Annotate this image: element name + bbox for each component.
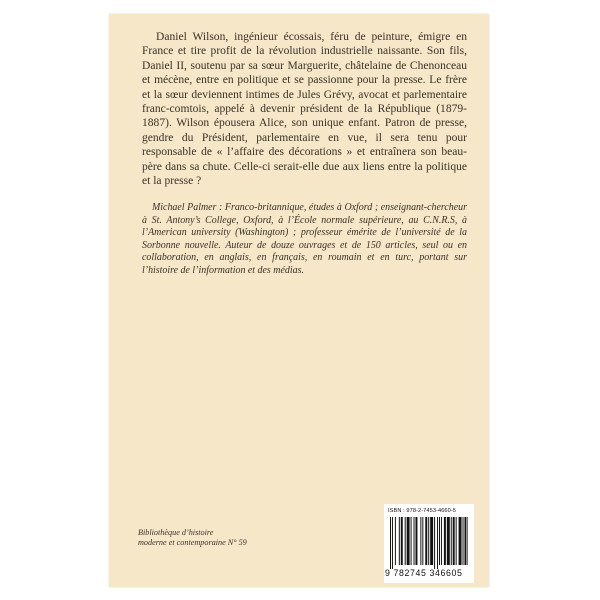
barcode-bar	[459, 517, 462, 565]
barcode-bar	[439, 517, 440, 565]
barcode-bar	[392, 517, 393, 569]
series-info	[138, 528, 247, 548]
barcode-bar	[425, 517, 427, 565]
barcode-bar	[395, 517, 396, 565]
barcode-bar	[415, 517, 417, 565]
barcode-bar	[441, 517, 442, 565]
barcode-bar	[467, 517, 468, 565]
isbn-label: ISBN : 978-2-7453-4660-5	[388, 508, 457, 514]
barcode-bar	[463, 517, 464, 565]
barcode-bar	[414, 517, 415, 565]
barcode-bar	[456, 517, 457, 565]
barcode-bar	[405, 517, 406, 565]
barcode-bar	[444, 517, 446, 565]
barcode-box	[384, 504, 474, 583]
summary-text: Daniel Wilson, ingénieur écossais, féru de peinture, émigre en France et tire profit de la révolution industrielle naissante. Son fils, Daniel II, soutenu par sa sœur Marguerite, châtelaine de Chenonceau et mécène, entre en politique et se passionne pour la presse. Le frère et la sœur deviennent intimes de Jules Grévy, avocat et parlementaire franc-comtois, appelé à devenir président de la République (1879-1887). Wilson épousera Alice, son unique enfant. Patron de presse, gendre du Président, parlementaire en vue, il sera tenu pour responsable de « l’affaire des décorations » et entraînera son beau-père dans sa chute. Celle-ci serait-elle due aux liens entre la politique et la presse ?	[142, 31, 467, 188]
barcode-bar	[420, 517, 421, 565]
series-number: moderne et contemporaine N° 59	[138, 538, 247, 547]
barcode-bar	[451, 517, 452, 565]
barcode-bar	[401, 517, 403, 565]
series-title: Bibliothèque d’histoire	[138, 528, 214, 537]
barcode	[390, 517, 468, 569]
ean-digits: 9 782745 346605	[385, 568, 463, 578]
barcode-bar	[464, 517, 466, 565]
barcode-bar	[447, 517, 450, 565]
barcode-bar	[428, 517, 429, 565]
barcode-bar	[390, 517, 391, 569]
barcode-bar	[407, 517, 410, 565]
author-bio: Michael Palmer : Franco-britannique, études à Oxford ; enseignant-chercheur à St. Antony’s College, Oxford, à l’École normale supérieure, au C.N.R.S, à l’American university (Washington) ; professeur émérite de l’université de la Sorbonne nouvelle. Auteur de douze ouvrages et de 150 articles, seul ou en collaboration, en anglais, en français, en roumain et en turc, portant sur l’histoire de l’information et des médias.	[142, 202, 467, 276]
barcode-bar	[453, 517, 455, 565]
barcode-bar	[399, 517, 400, 565]
barcode-bar	[422, 517, 423, 565]
barcode-bar	[434, 517, 435, 569]
barcode-bar	[430, 517, 433, 565]
barcode-bar	[411, 517, 412, 565]
back-cover	[109, 14, 489, 587]
barcode-bar	[437, 517, 438, 569]
